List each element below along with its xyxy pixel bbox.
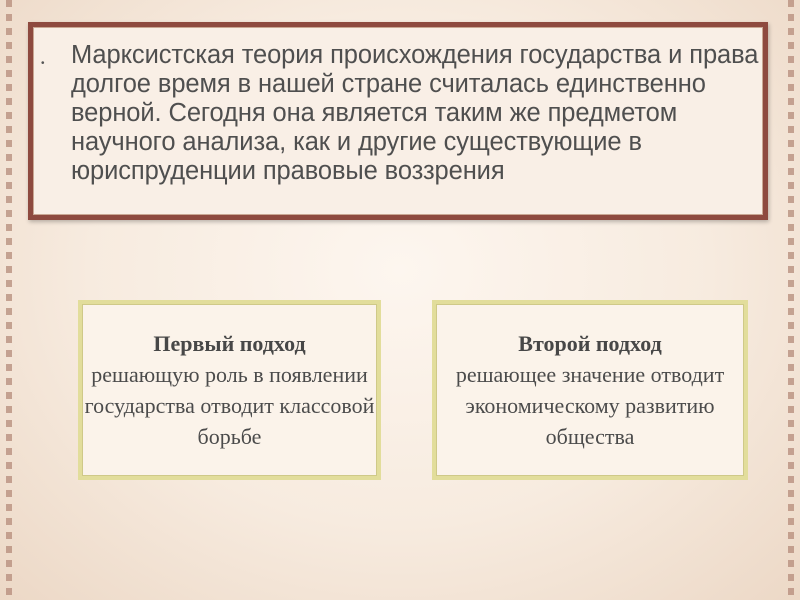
second-approach-box (432, 300, 748, 480)
first-approach-title: Первый подход (153, 330, 306, 356)
left-stitch-border (6, 0, 12, 600)
right-stitch-border (788, 0, 794, 600)
second-approach-title: Второй подход (518, 330, 662, 356)
first-approach-description: решающую роль в появлении государства отводит классовой борьбе (84, 361, 375, 449)
main-statement-box (28, 22, 768, 220)
second-approach-description: решающее значение отводит экономическому развитию общества (455, 361, 725, 449)
main-statement-text: Марксистская теория происхождения государства и права долгое время в нашей стране считалась единственно верной. Сегодня она является таким же предметом научного анализа, как и другие существующие в юриспруденции правовые воззрения (71, 41, 759, 185)
first-approach-box (78, 300, 381, 480)
bullet-marker: • (41, 58, 45, 69)
